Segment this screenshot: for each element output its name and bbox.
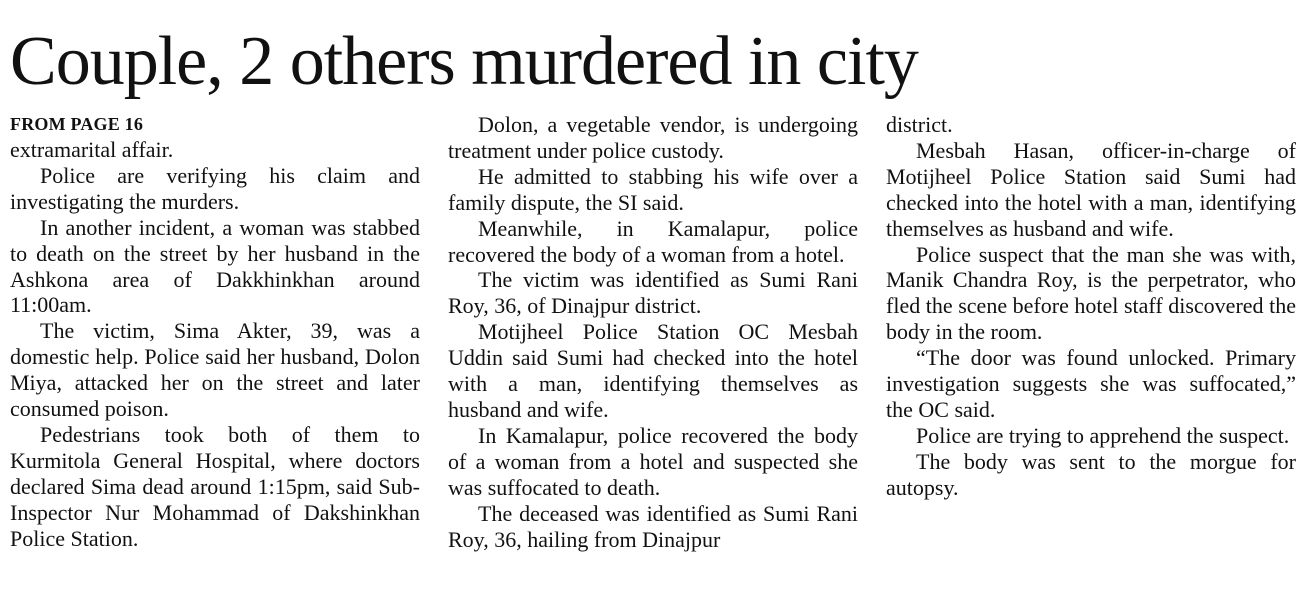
paragraph: He admitted to stabbing his wife over a family dispute, the SI said. bbox=[448, 163, 858, 215]
paragraph: Motijheel Police Station OC Mesbah Uddin said Sumi had checked into the hotel with a man, identifying themselves as husband and wife. bbox=[448, 319, 858, 422]
paragraph: Police are trying to apprehend the suspect. bbox=[916, 422, 1290, 448]
paragraph: Meanwhile, in Kamalapur, police recovered the body of a woman from a hotel. bbox=[448, 215, 858, 267]
paragraph: The deceased was identified as Sumi Rani Roy, 36, hailing from Dinajpur bbox=[448, 500, 858, 552]
paragraph: The body was sent to the morgue for autopsy. bbox=[886, 448, 1296, 500]
paragraph: “The door was found unlocked. Primary investigation suggests she was suffocated,” the OC said. bbox=[886, 345, 1296, 422]
paragraph: Dolon, a vegetable vendor, is undergoing treatment under police custody. bbox=[448, 112, 858, 163]
paragraph: district. bbox=[886, 112, 953, 137]
paragraph: extramarital affair. bbox=[10, 137, 174, 162]
paragraph: The victim, Sima Akter, 39, was a domestic help. Police said her husband, Dolon Miya, attacked her on the street and later consumed poison. bbox=[10, 318, 420, 422]
paragraph: The victim was identified as Sumi Rani Roy, 36, of Dinajpur district. bbox=[448, 267, 858, 319]
paragraph: Police suspect that the man she was with, Manik Chandra Roy, is the perpetrator, who fled the scene before hotel staff discovered the body in the room. bbox=[886, 241, 1296, 345]
paragraph: Police are verifying his claim and investigating the murders. bbox=[10, 162, 420, 214]
paragraph: In Kamalapur, police recovered the body of a woman from a hotel and suspected she was suffocated to death. bbox=[448, 422, 858, 500]
article-column-3 bbox=[886, 112, 1296, 501]
paragraph: Pedestrians took both of them to Kurmitola General Hospital, where doctors declared Sima dead around 1:15pm, said Sub-Inspector Nur Mohammad of Dakshinkhan Police Station. bbox=[10, 421, 420, 551]
headline: Couple, 2 others murdered in city bbox=[10, 23, 918, 100]
paragraph: In another incident, a woman was stabbed to death on the street by her husband in the Ashkona area of Dakkhinkhan around 11:00am. bbox=[10, 214, 420, 318]
article-column-1 bbox=[10, 112, 420, 552]
paragraph: Mesbah Hasan, officer-in-charge of Motijheel Police Station said Sumi had checked into the hotel with a man, identifying themselves as husband and wife. bbox=[886, 137, 1296, 241]
continuation-kicker: FROM PAGE 16 bbox=[10, 114, 144, 134]
article-column-2 bbox=[448, 112, 858, 552]
